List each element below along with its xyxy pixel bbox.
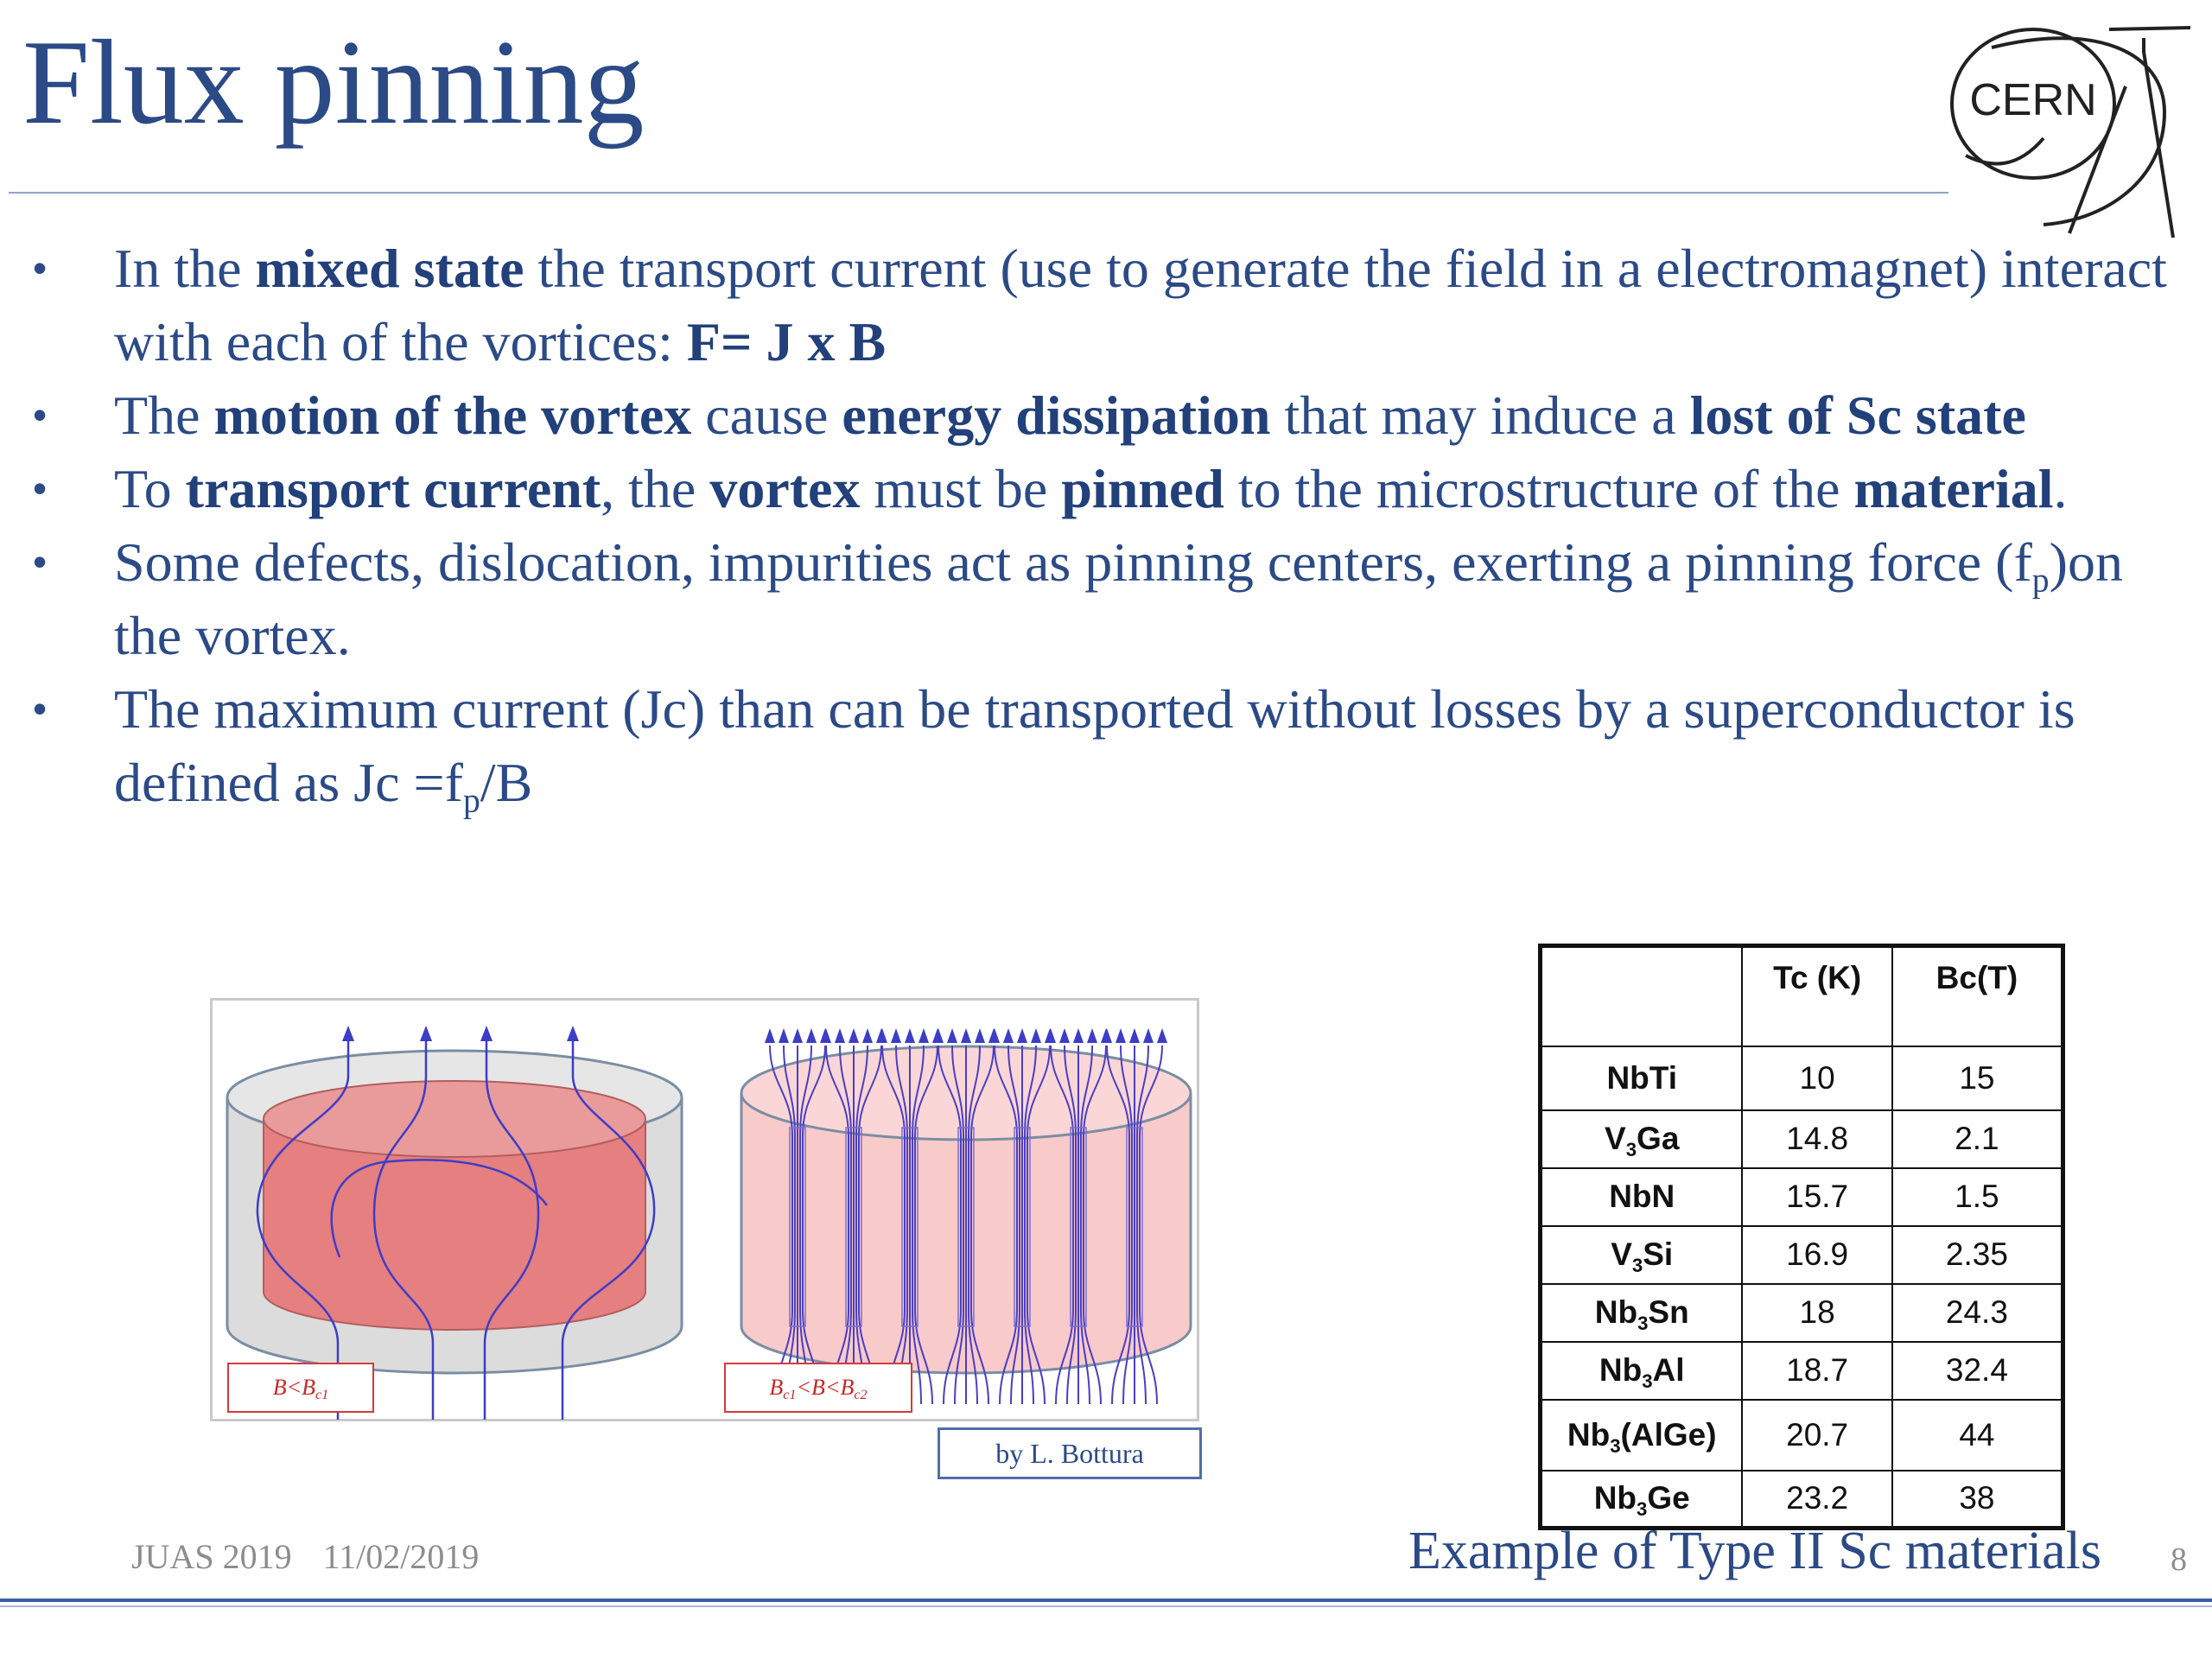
label-between-bc1-bc2: $B_{c1}<B<B_{c2}$: [724, 1363, 912, 1413]
table-header-bc: Bc(T): [1892, 946, 2063, 1046]
table-header-tc: Tc (K): [1742, 946, 1891, 1046]
tc-cell: 23.2: [1742, 1471, 1891, 1529]
bc-cell: 44: [1892, 1400, 2063, 1471]
tc-cell: 15.7: [1742, 1168, 1891, 1226]
bullet-list: [26, 232, 2195, 819]
bullet-item: • To transport current, the vortex must be pinned to the microstructure of the material.: [26, 452, 2195, 525]
tc-cell: 20.7: [1742, 1400, 1891, 1471]
bc-cell: 2.1: [1892, 1110, 2063, 1168]
table-row: [1541, 1226, 2063, 1284]
footer-event: JUAS 2019: [131, 1537, 292, 1576]
bc-cell: 32.4: [1892, 1342, 2063, 1400]
material-cell: $Nb_3Ge$: [1541, 1471, 1743, 1529]
table-header-row: [1541, 946, 2063, 1046]
slide-title: Flux pinning: [22, 16, 645, 149]
bullet-dot: •: [33, 466, 48, 511]
bc-cell: 24.3: [1892, 1284, 2063, 1342]
material-cell: $V_3Ga$: [1541, 1110, 1743, 1168]
type-i-cylinder: [227, 1051, 682, 1373]
table-row: [1541, 1342, 2063, 1400]
table-row: [1541, 1284, 2063, 1342]
bc-cell: 38: [1892, 1471, 2063, 1529]
bullet-item: • Some defects, dislocation, impurities act as pinning centers, exerting a pinning force $(f_p)on$ the vortex.: [26, 525, 2195, 672]
footer-date: 11/02/2019: [322, 1537, 480, 1576]
bullet-item: • In the mixed state the transport current (use to generate the field in a electromagnet) interact with each of the vortices: F= J x B: [26, 232, 2195, 378]
bullet-item: • The motion of the vortex cause energy dissipation that may induce a lost of Sc state: [26, 378, 2195, 452]
bullet-dot: •: [33, 539, 48, 584]
bullet-dot: •: [33, 245, 48, 290]
table-row: [1541, 1400, 2063, 1471]
page-number: 8: [2171, 1541, 2187, 1578]
bc-cell: 15: [1892, 1046, 2063, 1110]
table-header-material: [1541, 946, 1743, 1046]
bullet-item: • The maximum current (Jc) than can be transported without losses by a superconductor is defined as $Jc =f_p/B$: [26, 672, 2195, 819]
table-caption: Example of Type II Sc materials: [1408, 1522, 2101, 1580]
table-row: [1541, 1110, 2063, 1168]
cern-logo-text: CERN: [1969, 75, 2097, 125]
tc-cell: 16.9: [1742, 1226, 1891, 1284]
material-cell: NbTi: [1541, 1046, 1743, 1110]
footer-rule-thin: [0, 1605, 2212, 1607]
table-row: [1541, 1046, 2063, 1110]
material-cell: $V_3Si$: [1541, 1226, 1743, 1284]
bc-cell: 2.35: [1892, 1226, 2063, 1284]
title-divider: [9, 192, 1948, 194]
material-cell: $Nb_3Al$: [1541, 1342, 1743, 1400]
material-cell: NbN: [1541, 1168, 1743, 1226]
bc-cell: 1.5: [1892, 1168, 2063, 1226]
tc-cell: 14.8: [1742, 1110, 1891, 1168]
footer-rule: [0, 1599, 2212, 1602]
tc-cell: 10: [1742, 1046, 1891, 1110]
tc-cell: 18.7: [1742, 1342, 1891, 1400]
bullet-dot: •: [33, 686, 48, 731]
vortex-figure: [210, 998, 1199, 1421]
tc-cell: 18: [1742, 1284, 1891, 1342]
label-below-bc1: $B<B_{c1}$: [227, 1363, 374, 1413]
material-cell: $Nb_3Sn$: [1541, 1284, 1743, 1342]
superconductor-table: [1538, 944, 2065, 1530]
bullet-dot: •: [33, 392, 48, 437]
cern-logo: [1940, 17, 2190, 246]
table-row: [1541, 1471, 2063, 1529]
footer: [131, 1536, 479, 1577]
figure-credit: by L. Bottura: [938, 1427, 1202, 1479]
table-row: [1541, 1168, 2063, 1226]
material-cell: $Nb_3(AlGe)$: [1541, 1400, 1743, 1471]
